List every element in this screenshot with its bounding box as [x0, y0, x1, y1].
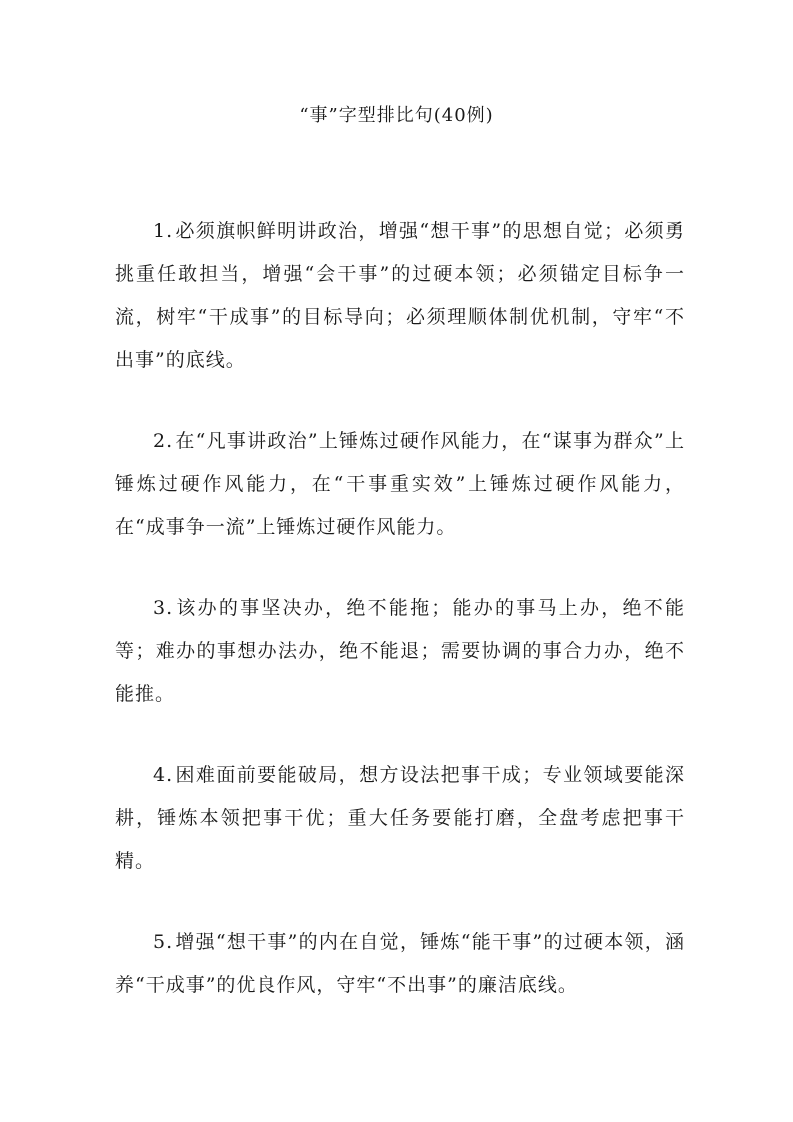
document-title: “事”字型排比句(40例) [299, 105, 494, 126]
paragraph-number: 2. [153, 430, 174, 452]
paragraph-text: 在“凡事讲政治”上锤炼过硬作风能力，在“谋事为群众”上锤炼过硬作风能力，在“干事重实效”上锤炼过硬作风能力，在“成事争一流”上锤炼过硬作风能力。 [115, 430, 685, 538]
paragraph-number: 3. [153, 597, 174, 619]
paragraph-text: 增强“想干事”的内在自觉，锤炼“能干事”的过硬本领，涵养“干成事”的优良作风，守牢“不出事”的廉洁底线。 [115, 931, 685, 996]
paragraph-5 [115, 921, 685, 1007]
document-body [115, 210, 685, 1045]
paragraph-2 [115, 420, 685, 549]
paragraph-text: 困难面前要能破局，想方设法把事干成；专业领域要能深耕，锤炼本领把事干优；重大任务要能打磨，全盘考虑把事干精。 [115, 764, 685, 872]
paragraph-1 [115, 210, 685, 382]
paragraph-3 [115, 587, 685, 716]
paragraph-4 [115, 754, 685, 883]
paragraph-number: 5. [153, 931, 174, 953]
paragraph-text: 必须旗帜鲜明讲政治，增强“想干事”的思想自觉；必须勇挑重任敢担当，增强“会干事”的过硬本领；必须锚定目标争一流，树牢“干成事”的目标导向；必须理顺体制优机制，守牢“不出事”的底线。 [115, 220, 685, 371]
paragraph-number: 4. [153, 764, 174, 786]
paragraph-text: 该办的事坚决办，绝不能拖；能办的事马上办，绝不能等；难办的事想办法办，绝不能退；需要协调的事合力办，绝不能推。 [115, 597, 685, 705]
paragraph-number: 1. [153, 220, 174, 242]
